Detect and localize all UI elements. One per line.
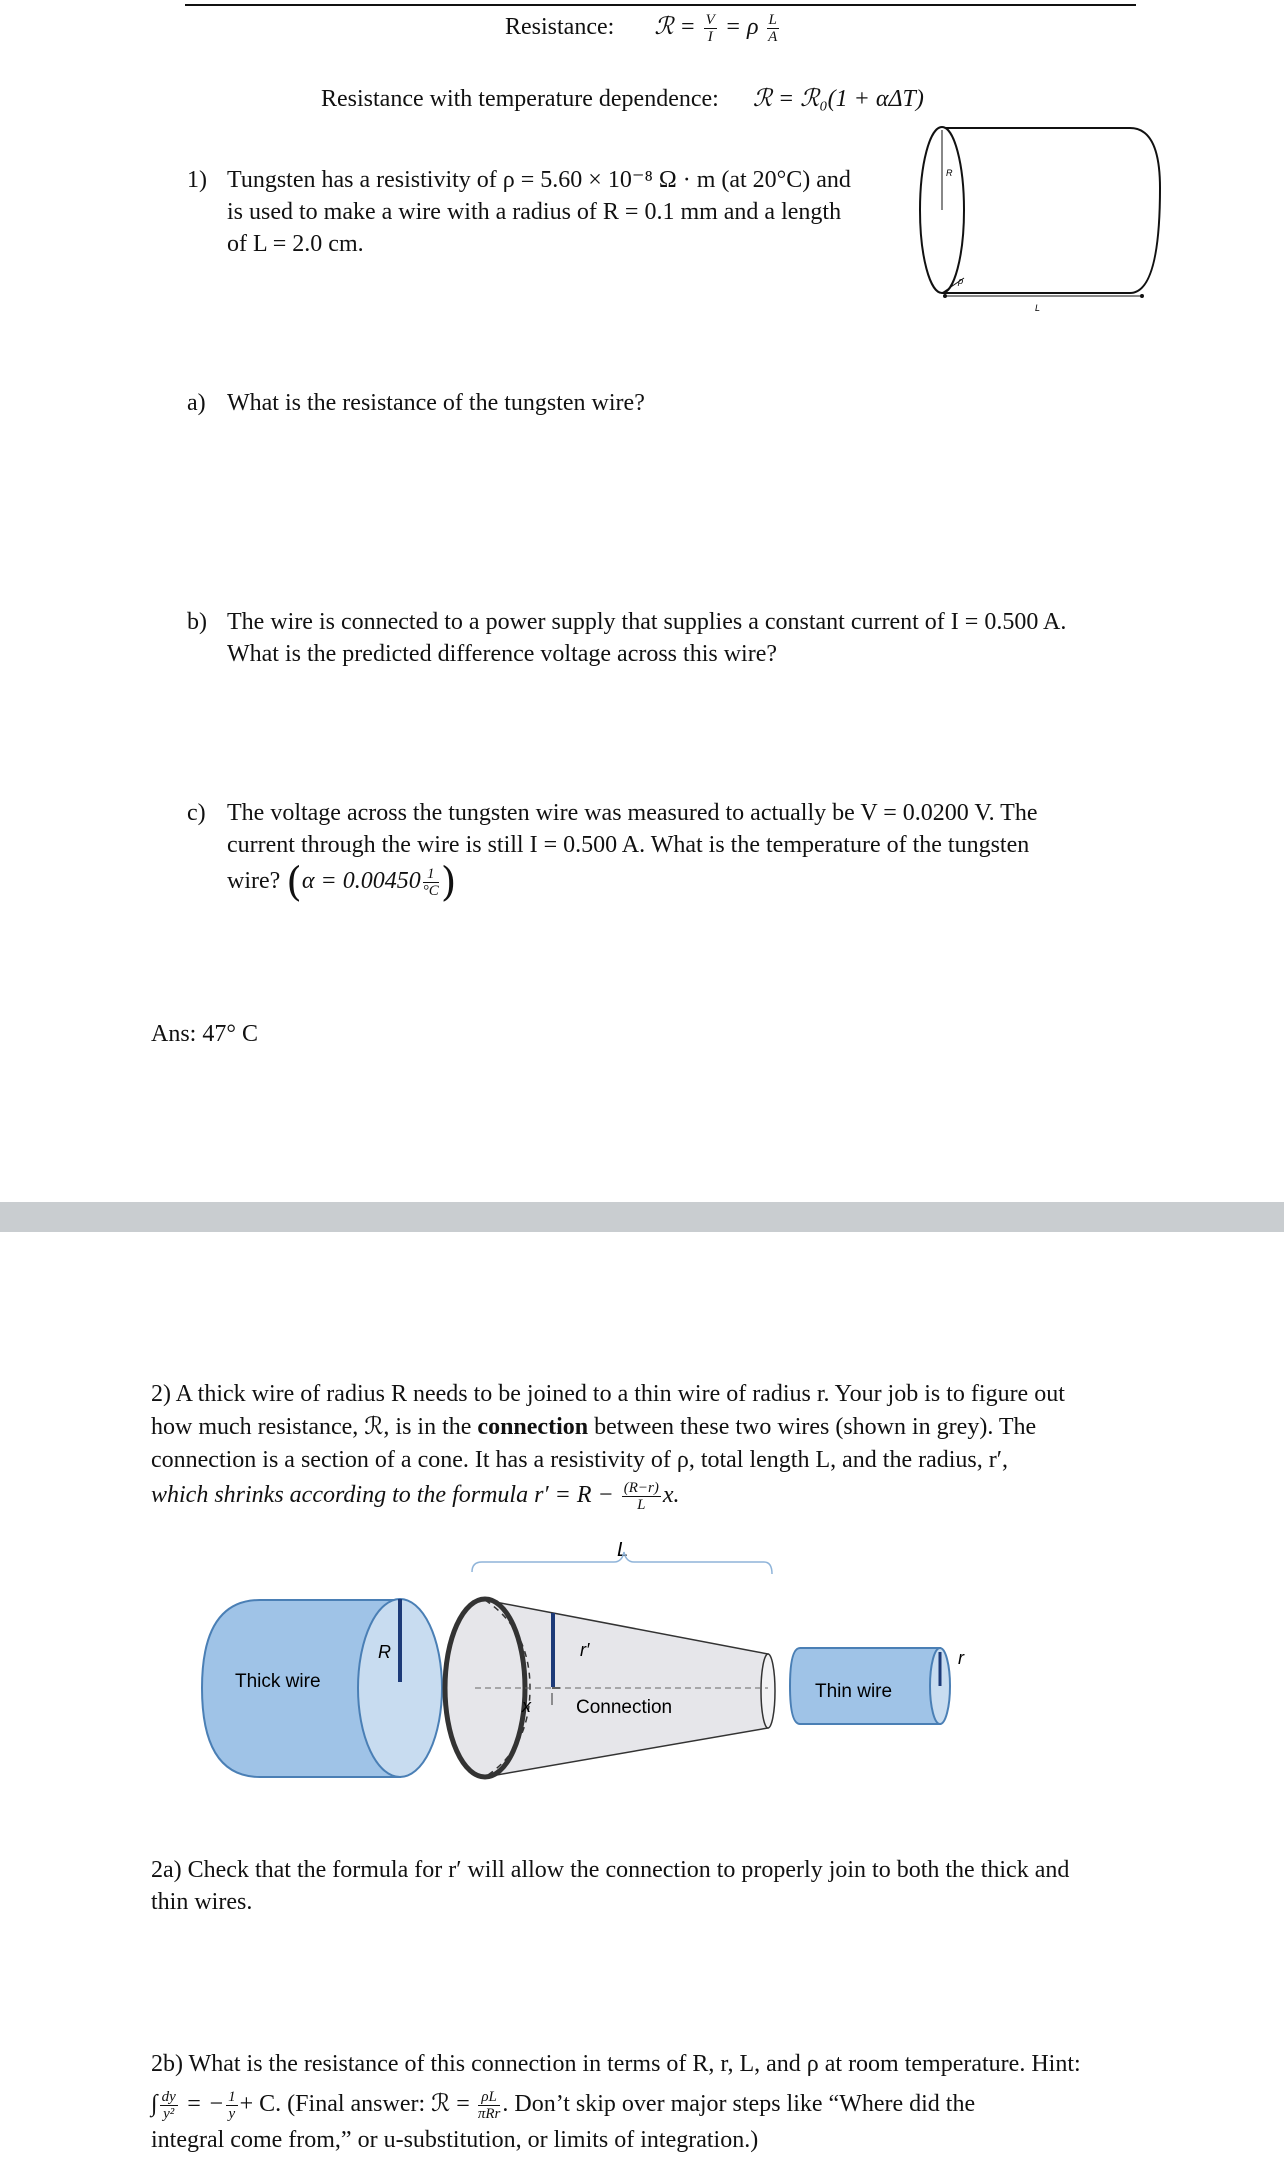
- problem-1-number: 1): [187, 167, 207, 193]
- problem-2-text: [151, 1378, 1261, 1513]
- length-endpoint: [943, 294, 947, 298]
- question-1a: [187, 387, 887, 421]
- shrink-fraction: $\frac{(R-r)}{L}$: [623, 1479, 659, 1513]
- question-1b-label: b): [187, 609, 207, 635]
- question-1c-line: wire? (α = 0.00450 $\frac{1}{^\circ C}$ ): [227, 859, 457, 906]
- question-2a-line: 2a) Check that the formula for r′ will allow the connection to properly join to both the thick and: [151, 1857, 1070, 1883]
- tungsten-wire-figure: [910, 118, 1170, 318]
- question-1a-label: a): [187, 390, 206, 416]
- radius-label: R: [946, 168, 953, 178]
- question-2a: [151, 1854, 1261, 1918]
- question-1a-text: What is the resistance of the tungsten wire?: [227, 390, 645, 416]
- cylinder-body: [942, 128, 1160, 293]
- rprime-label: r′: [580, 1640, 590, 1660]
- question-2b-line: ∫ $\frac{dy}{\text{y²}}$ = − $\frac{1}{y}$ + C. (Final answer: ℛ = $\frac{\rho L}{\text{πRr}}$ . Don’t skip over major steps like “Where did the: [151, 2088, 976, 2122]
- alpha-unit-fraction: $\frac{1}{^\circ C}$: [422, 865, 439, 899]
- cone-small-end: [761, 1654, 775, 1728]
- integral-sign: ∫: [151, 2091, 158, 2117]
- temperature-equation: ℛ = ℛ₀(1 + αΔT): [752, 86, 924, 112]
- answer-1c: Ans: 47° C: [151, 1021, 258, 1047]
- resistance-label: Resistance:: [505, 14, 615, 41]
- rho-label: ρ: [958, 276, 964, 286]
- resistance-lhs: ℛ =: [654, 14, 696, 41]
- equals-rho: = ρ: [724, 14, 759, 41]
- x-label: x: [522, 1696, 531, 1716]
- length-label: L: [1035, 303, 1041, 313]
- connection-label: Connection: [576, 1697, 673, 1718]
- problem-1-line: of L = 2.0 cm.: [227, 231, 364, 257]
- question-1c-line: The voltage across the tungsten wire was measured to actually be V = 0.0200 V. The: [227, 800, 1038, 826]
- question-1b-line: What is the predicted difference voltage across this wire?: [227, 641, 777, 667]
- top-rule: [185, 4, 1136, 6]
- problem-1-line: Tungsten has a resistivity of ρ = 5.60 × 10⁻⁸ Ω · m (at 20°C) and: [227, 167, 851, 193]
- question-1b-text: [227, 606, 1066, 670]
- problem-2-line: 2) A thick wire of radius R needs to be joined to a thin wire of radius r. Your job is to figure out: [151, 1381, 1065, 1407]
- question-1b-line: The wire is connected to a power supply that supplies a constant current of I = 0.500 A.: [227, 609, 1067, 635]
- thin-wire-label: Thin wire: [815, 1681, 893, 1702]
- question-2b: [151, 2044, 1271, 2156]
- final-answer-fraction: $\frac{\rho L}{\text{πRr}}$: [477, 2088, 501, 2122]
- temperature-label: Resistance with temperature dependence:: [321, 86, 719, 112]
- length-endpoint: [1140, 294, 1144, 298]
- alpha-value: α = 0.00450: [301, 868, 421, 894]
- question-1c-line: current through the wire is still I = 0.500 A. What is the temperature of the tungsten: [227, 832, 1030, 858]
- hint-fraction-dy: $\frac{dy}{\text{y²}}$: [161, 2088, 176, 2122]
- thick-wire-label: Thick wire: [235, 1671, 321, 1692]
- question-1c: [187, 797, 1187, 907]
- hint-fraction-1y: $\frac{1}{y}$: [228, 2088, 236, 2122]
- question-2b-line: integral come from,” or u-substitution, or limits of integration.): [151, 2127, 759, 2153]
- problem-2-line: how much resistance, ℛ, is in the connection between these two wires (shown in grey). The: [151, 1414, 1037, 1440]
- problem-1: [187, 164, 927, 264]
- fraction-v-over-i: $\frac{V}{I}$: [705, 12, 715, 45]
- problem-2-line: which shrinks according to the formula r′ = R − $\frac{(R-r)}{L}$ x.: [151, 1479, 680, 1513]
- problem-1-text: [227, 164, 851, 260]
- resistance-formula: [505, 12, 781, 45]
- question-1b: [187, 606, 1187, 672]
- thin-radius-label: r: [958, 1648, 964, 1668]
- question-2b-line: 2b) What is the resistance of this connection in terms of R, r, L, and ρ at room temperature. Hint:: [151, 2051, 1081, 2077]
- question-1c-label: c): [187, 800, 206, 826]
- problem-1-line: is used to make a wire with a radius of R = 0.1 mm and a length: [227, 199, 842, 225]
- problem-2-line: connection is a section of a cone. It has a resistivity of ρ, total length L, and the radius, r′,: [151, 1447, 1008, 1473]
- section-divider: [0, 1202, 1284, 1232]
- temperature-formula: [321, 84, 924, 113]
- fraction-l-over-a: $\frac{L}{A}$: [768, 12, 778, 45]
- question-2a-line: thin wires.: [151, 1889, 253, 1915]
- thick-radius-label: R: [378, 1642, 391, 1662]
- length-L-label: L: [617, 1539, 629, 1561]
- cone-connection-figure: [190, 1530, 990, 1790]
- question-1c-text: [227, 797, 1038, 906]
